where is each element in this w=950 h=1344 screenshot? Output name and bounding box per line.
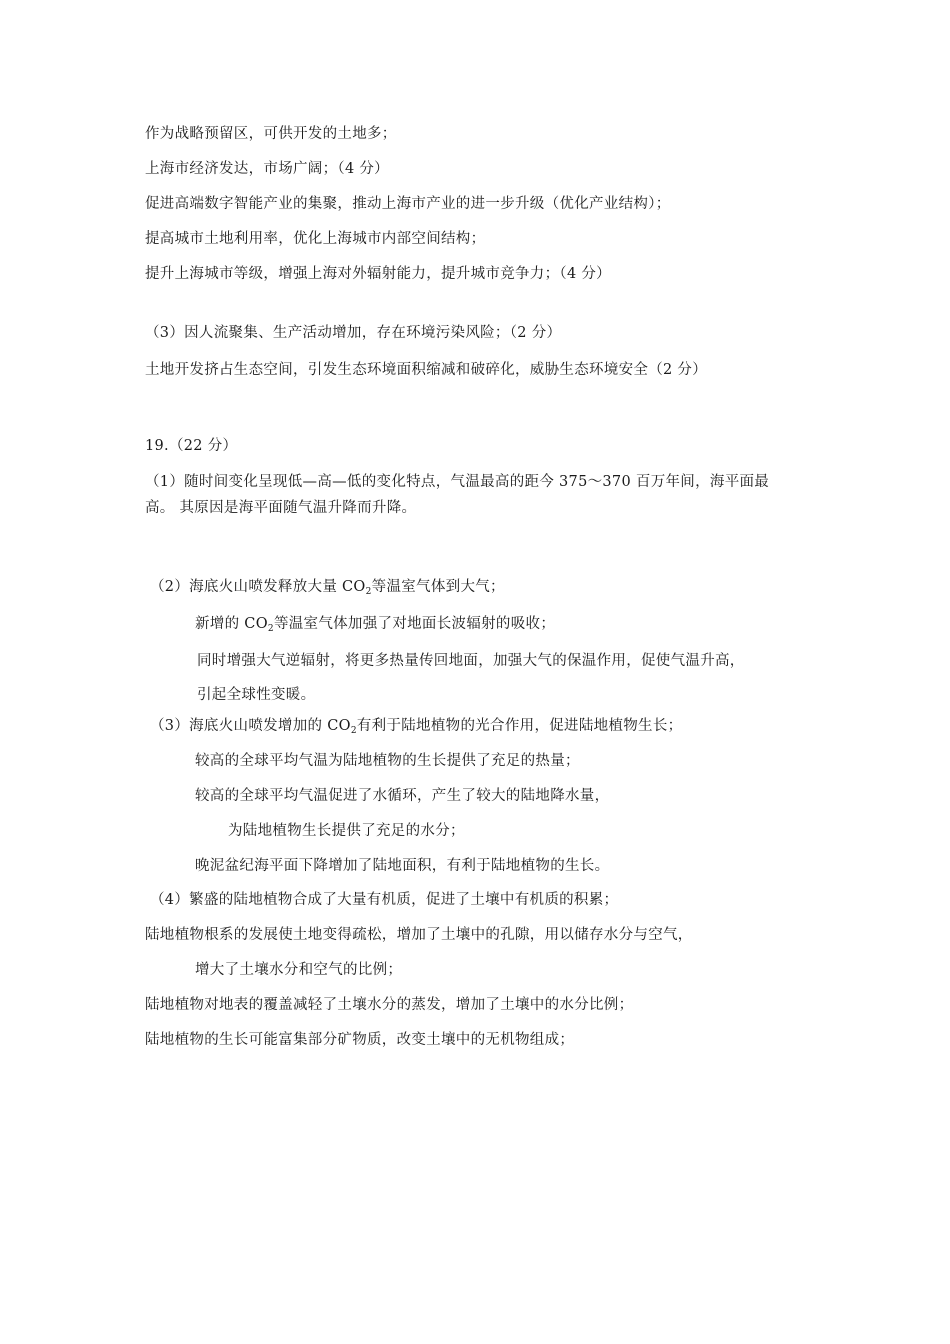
answer-line: 高。 其原因是海平面随气温升降而升降。 [145,500,417,516]
subscript: 2 [267,624,274,634]
subscript: 2 [365,587,372,597]
line-text: （3）海底火山喷发增加的 CO [150,718,351,734]
line-text: 有利于陆地植物的光合作用，促进陆地植物生长； [356,718,683,734]
answer-line: 提升上海城市等级，增强上海对外辐射能力，提升城市竞争力；（4 分） [145,266,611,282]
answer-line: 较高的全球平均气温为陆地植物的生长提供了充足的热量； [195,753,580,769]
answer-line [150,716,682,736]
answer-line: 较高的全球平均气温促进了水循环，产生了较大的陆地降水量， [195,788,610,804]
answer-line: 增大了土壤水分和空气的比例； [195,962,403,978]
answer-line: 促进高端数字智能产业的集聚，推动上海市产业的进一步升级（优化产业结构）； [145,196,671,212]
subscript: 2 [350,726,357,736]
answer-line: 作为战略预留区，可供开发的土地多； [145,126,397,142]
answer-line: 上海市经济发达，市场广阔；（4 分） [145,161,389,177]
answer-line: 陆地植物的生长可能富集部分矿物质，改变土壤中的无机物组成； [145,1032,575,1048]
answer-line: 为陆地植物生长提供了充足的水分； [228,823,465,839]
answer-line: 晚泥盆纪海平面下降增加了陆地面积，有利于陆地植物的生长。 [195,858,610,874]
answer-line: （4）繁盛的陆地植物合成了大量有机质，促进了土壤中有机质的积累； [150,892,619,908]
answer-line [150,577,505,597]
line-text: 新增的 CO [195,616,268,632]
answer-line: 引起全球性变暖。 [197,687,316,703]
answer-line: 同时增强大气逆辐射，将更多热量传回地面，加强大气的保温作用，促使气温升高， [197,653,745,669]
answer-line: 提高城市土地利用率，优化上海城市内部空间结构； [145,231,486,247]
line-text: 等温室气体加强了对地面长波辐射的吸收； [273,616,556,632]
line-text: （2）海底火山喷发释放大量 CO [150,579,366,595]
answer-line: （1）随时间变化呈现低—高—低的变化特点，气温最高的距今 375～370 百万年间，海平面最 [145,474,770,490]
line-text: 等温室气体到大气； [371,579,505,595]
answer-line: （3）因人流聚集、生产活动增加，存在环境污染风险；（2 分） [145,325,562,341]
answer-line: 土地开发挤占生态空间，引发生态环境面积缩减和破碎化，威胁生态环境安全（2 分） [145,362,708,378]
question-heading: 19.（22 分） [145,438,238,454]
answer-line: 陆地植物对地表的覆盖减轻了土壤水分的蒸发，增加了土壤中的水分比例； [145,997,634,1013]
answer-line [195,614,555,634]
answer-line: 陆地植物根系的发展使土地变得疏松，增加了土壤中的孔隙，用以储存水分与空气， [145,927,693,943]
